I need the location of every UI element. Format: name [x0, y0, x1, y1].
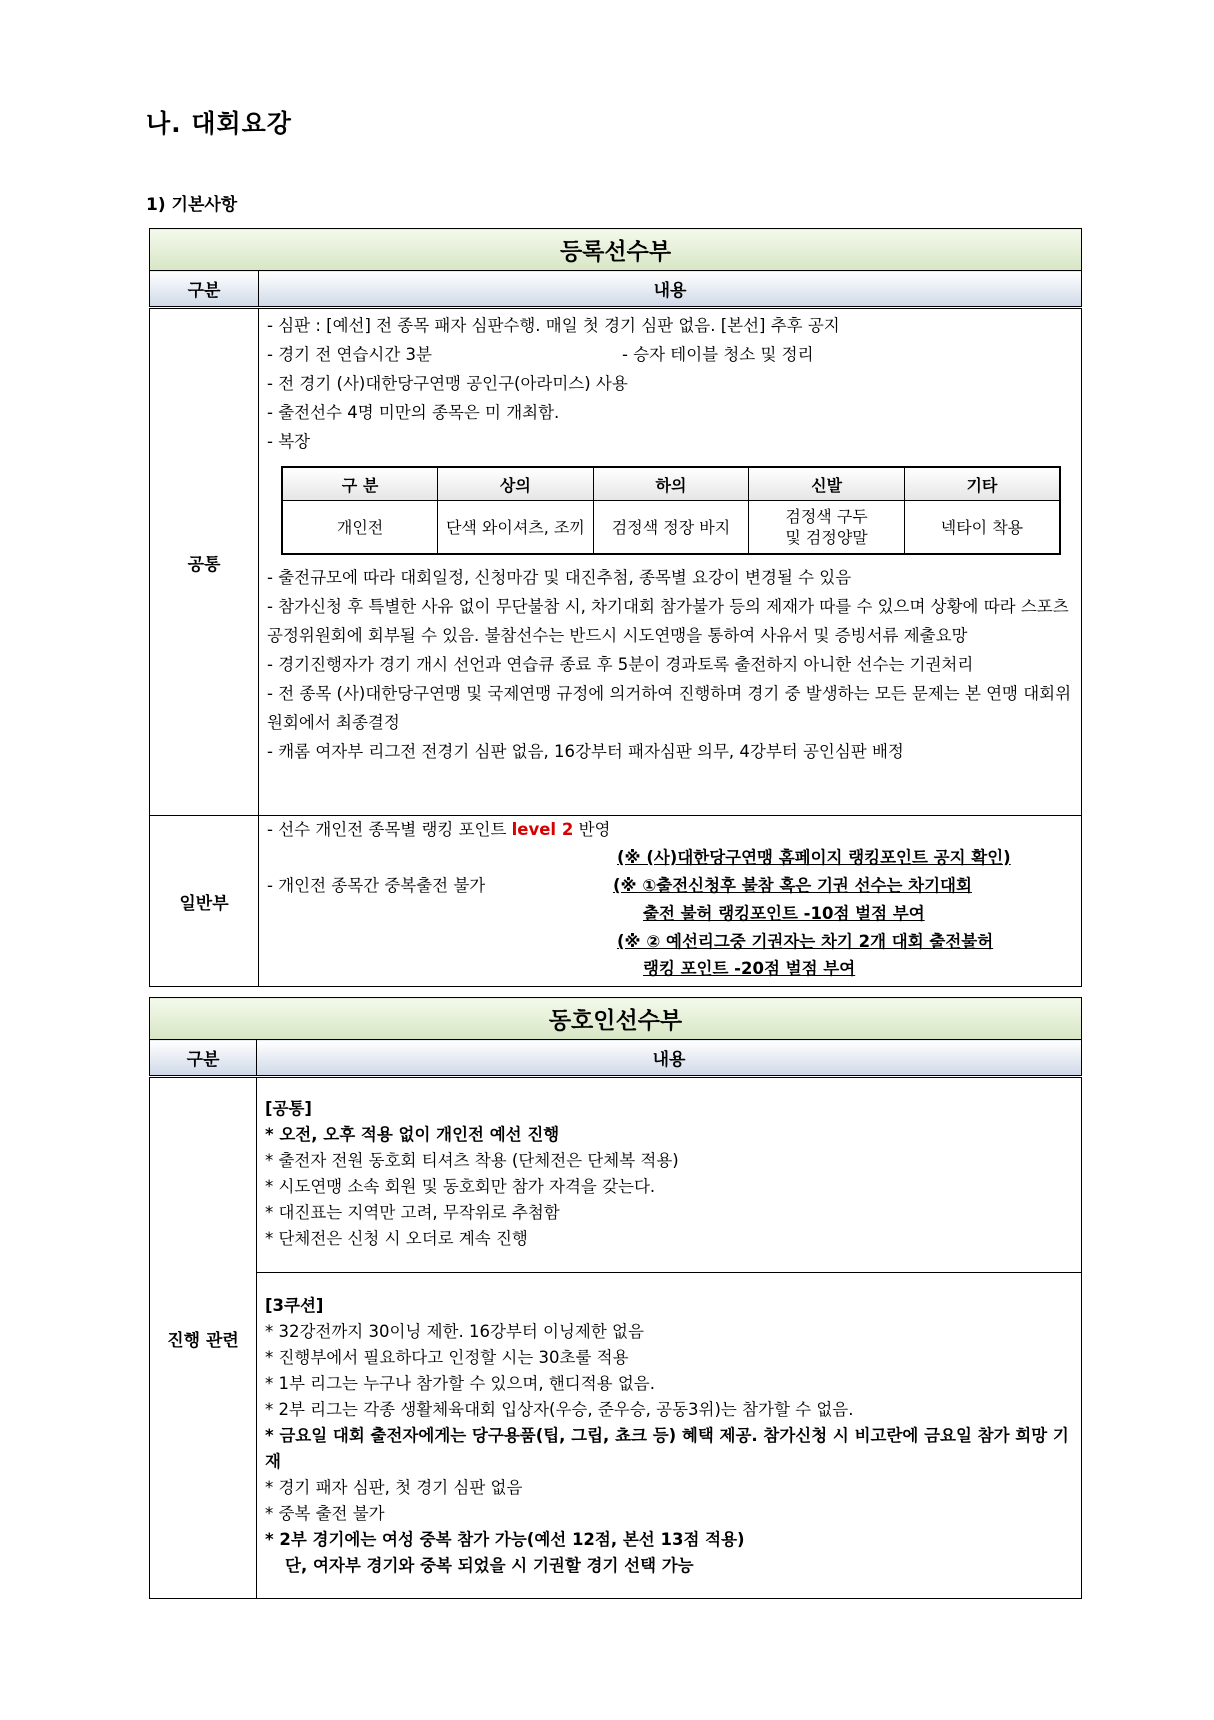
rule-line: * 2부 리그는 각종 생활체육대회 입상자(우승, 준우승, 공동3위)는 참가할 수 없음. [265, 1400, 854, 1419]
general-line: - 선수 개인전 종목별 랭킹 포인트 level 2 반영 [267, 820, 611, 839]
rule-line: * 오전, 오후 적용 없이 개인전 예선 진행 [265, 1125, 560, 1144]
general-line: - 개인전 종목간 중복출전 불가 (※ ①출전신청후 불참 혹은 기권 선수는 차기대회 [267, 872, 1075, 900]
common-line: - 전 종목 (사)대한당구연맹 및 국제연맹 규정에 의거하여 진행하며 경기 중 발생하는 모든 문제는 본 연맹 대회위원회에서 최종결정 [267, 684, 1072, 732]
ranking-note: (※ (사)대한당구연맹 홈페이지 랭킹포인트 공지 확인) [617, 848, 1011, 867]
col-content-header: 내용 [259, 271, 1082, 308]
section-heading: 나. 대회요강 [146, 109, 292, 138]
penalty-note: 랭킹 포인트 -20점 벌점 부여 [643, 959, 856, 978]
common-line: - 출전규모에 따라 대회일정, 신청마감 및 대진추첨, 종목별 요강이 변경될 수 있음 [267, 568, 852, 587]
dress-code-table [281, 466, 1061, 555]
rule-line: * 1부 리그는 누구나 참가할 수 있으며, 핸디적용 없음. [265, 1374, 655, 1393]
common-line: - 복장 [267, 432, 311, 451]
common-line: - 경기진행자가 경기 개시 선언과 연습큐 종료 후 5분이 경과토록 출전하지 아니한 선수는 기권처리 [267, 655, 974, 674]
penalty-note: (※ ② 예선리그중 기권자는 차기 2개 대회 출전불허 [617, 932, 994, 951]
dress-header: 하의 [593, 467, 749, 501]
dress-header: 상의 [438, 467, 594, 501]
dress-header: 구 분 [282, 467, 438, 501]
rule-line: * 중복 출전 불가 [265, 1504, 385, 1523]
rule-line: * 경기 패자 심판, 첫 경기 심판 없음 [265, 1478, 523, 1497]
col-category-header: 구분 [150, 271, 259, 308]
penalty-note: 출전 불허 랭킹포인트 -10점 벌점 부여 [643, 904, 925, 923]
dress-cell: 넥타이 착용 [904, 501, 1060, 555]
rule-line: * 32강전까지 30이닝 제한. 16강부터 이닝제한 없음 [265, 1322, 644, 1341]
rule-line: * 시도연맹 소속 회원 및 동호회만 참가 자격을 갖는다. [265, 1177, 656, 1196]
col-category-header: 구분 [150, 1040, 257, 1077]
category-common: 공통 [150, 308, 259, 816]
cushion-title: [3쿠션] [265, 1296, 324, 1315]
penalty-note: (※ ①출전신청후 불참 혹은 기권 선수는 차기대회 [613, 876, 972, 895]
dress-header: 신발 [749, 467, 905, 501]
registered-table [149, 228, 1082, 987]
amateur-table [149, 997, 1082, 1599]
general-content [259, 816, 1082, 987]
rule-line: * 2부 경기에는 여성 중복 참가 가능(예선 12점, 본선 13점 적용) [265, 1530, 745, 1549]
category-general: 일반부 [150, 816, 259, 987]
col-content-header: 내용 [257, 1040, 1082, 1077]
dress-cell: 단색 와이셔츠, 조끼 [438, 501, 594, 555]
common-line: - 경기 전 연습시간 3분 - 승자 테이블 청소 및 정리 [267, 345, 814, 364]
common-line: - 캐롬 여자부 리그전 전경기 심판 없음, 16강부터 패자심판 의무, 4강부터 공인심판 배정 [267, 742, 904, 761]
rule-line: * 금요일 대회 출전자에게는 당구용품(팁, 그립, 쵸크 등) 혜택 제공. 참가신청 시 비고란에 금요일 참가 희망 기재 [265, 1426, 1069, 1471]
rule-line: 단, 여자부 경기와 중복 되었을 시 기권할 경기 선택 가능 [285, 1556, 694, 1575]
rule-line: * 진행부에서 필요하다고 인정할 시는 30초룰 적용 [265, 1348, 629, 1367]
common-line: - 참가신청 후 특별한 사유 없이 무단불참 시, 차기대회 참가불가 등의 제재가 따를 수 있으며 상황에 따라 스포츠공정위원회에 회부될 수 있음. 불참선수는 반드시 시도연맹을 통하여 사유서 및 증빙서류 제출요망 [267, 597, 1069, 645]
dress-header: 기타 [904, 467, 1060, 501]
subsection-heading: 1) 기본사항 [146, 195, 238, 215]
amateur-content [257, 1077, 1082, 1599]
rule-line: * 출전자 전원 동호회 티셔츠 착용 (단체전은 단체복 적용) [265, 1151, 679, 1170]
dress-cell: 개인전 [282, 501, 438, 555]
common-line: - 전 경기 (사)대한당구연맹 공인구(아라미스) 사용 [267, 374, 628, 393]
rule-line: * 대진표는 지역만 고려, 무작위로 추첨함 [265, 1203, 560, 1222]
ranking-level: level 2 [511, 820, 574, 839]
dress-cell: 검정색 정장 바지 [593, 501, 749, 555]
dress-cell: 검정색 구두 및 검정양말 [749, 501, 905, 555]
common-content [259, 308, 1082, 816]
rule-line: * 단체전은 신청 시 오더로 계속 진행 [265, 1229, 528, 1248]
common-title: [공통] [265, 1099, 312, 1118]
common-line: - 심판 : [예선] 전 종목 패자 심판수행. 매일 첫 경기 심판 없음. [본선] 추후 공지 [267, 316, 840, 335]
category-progress: 진행 관련 [150, 1077, 257, 1599]
registered-title: 등록선수부 [150, 229, 1082, 271]
common-line: - 출전선수 4명 미만의 종목은 미 개최함. [267, 403, 560, 422]
amateur-title: 동호인선수부 [150, 998, 1082, 1040]
